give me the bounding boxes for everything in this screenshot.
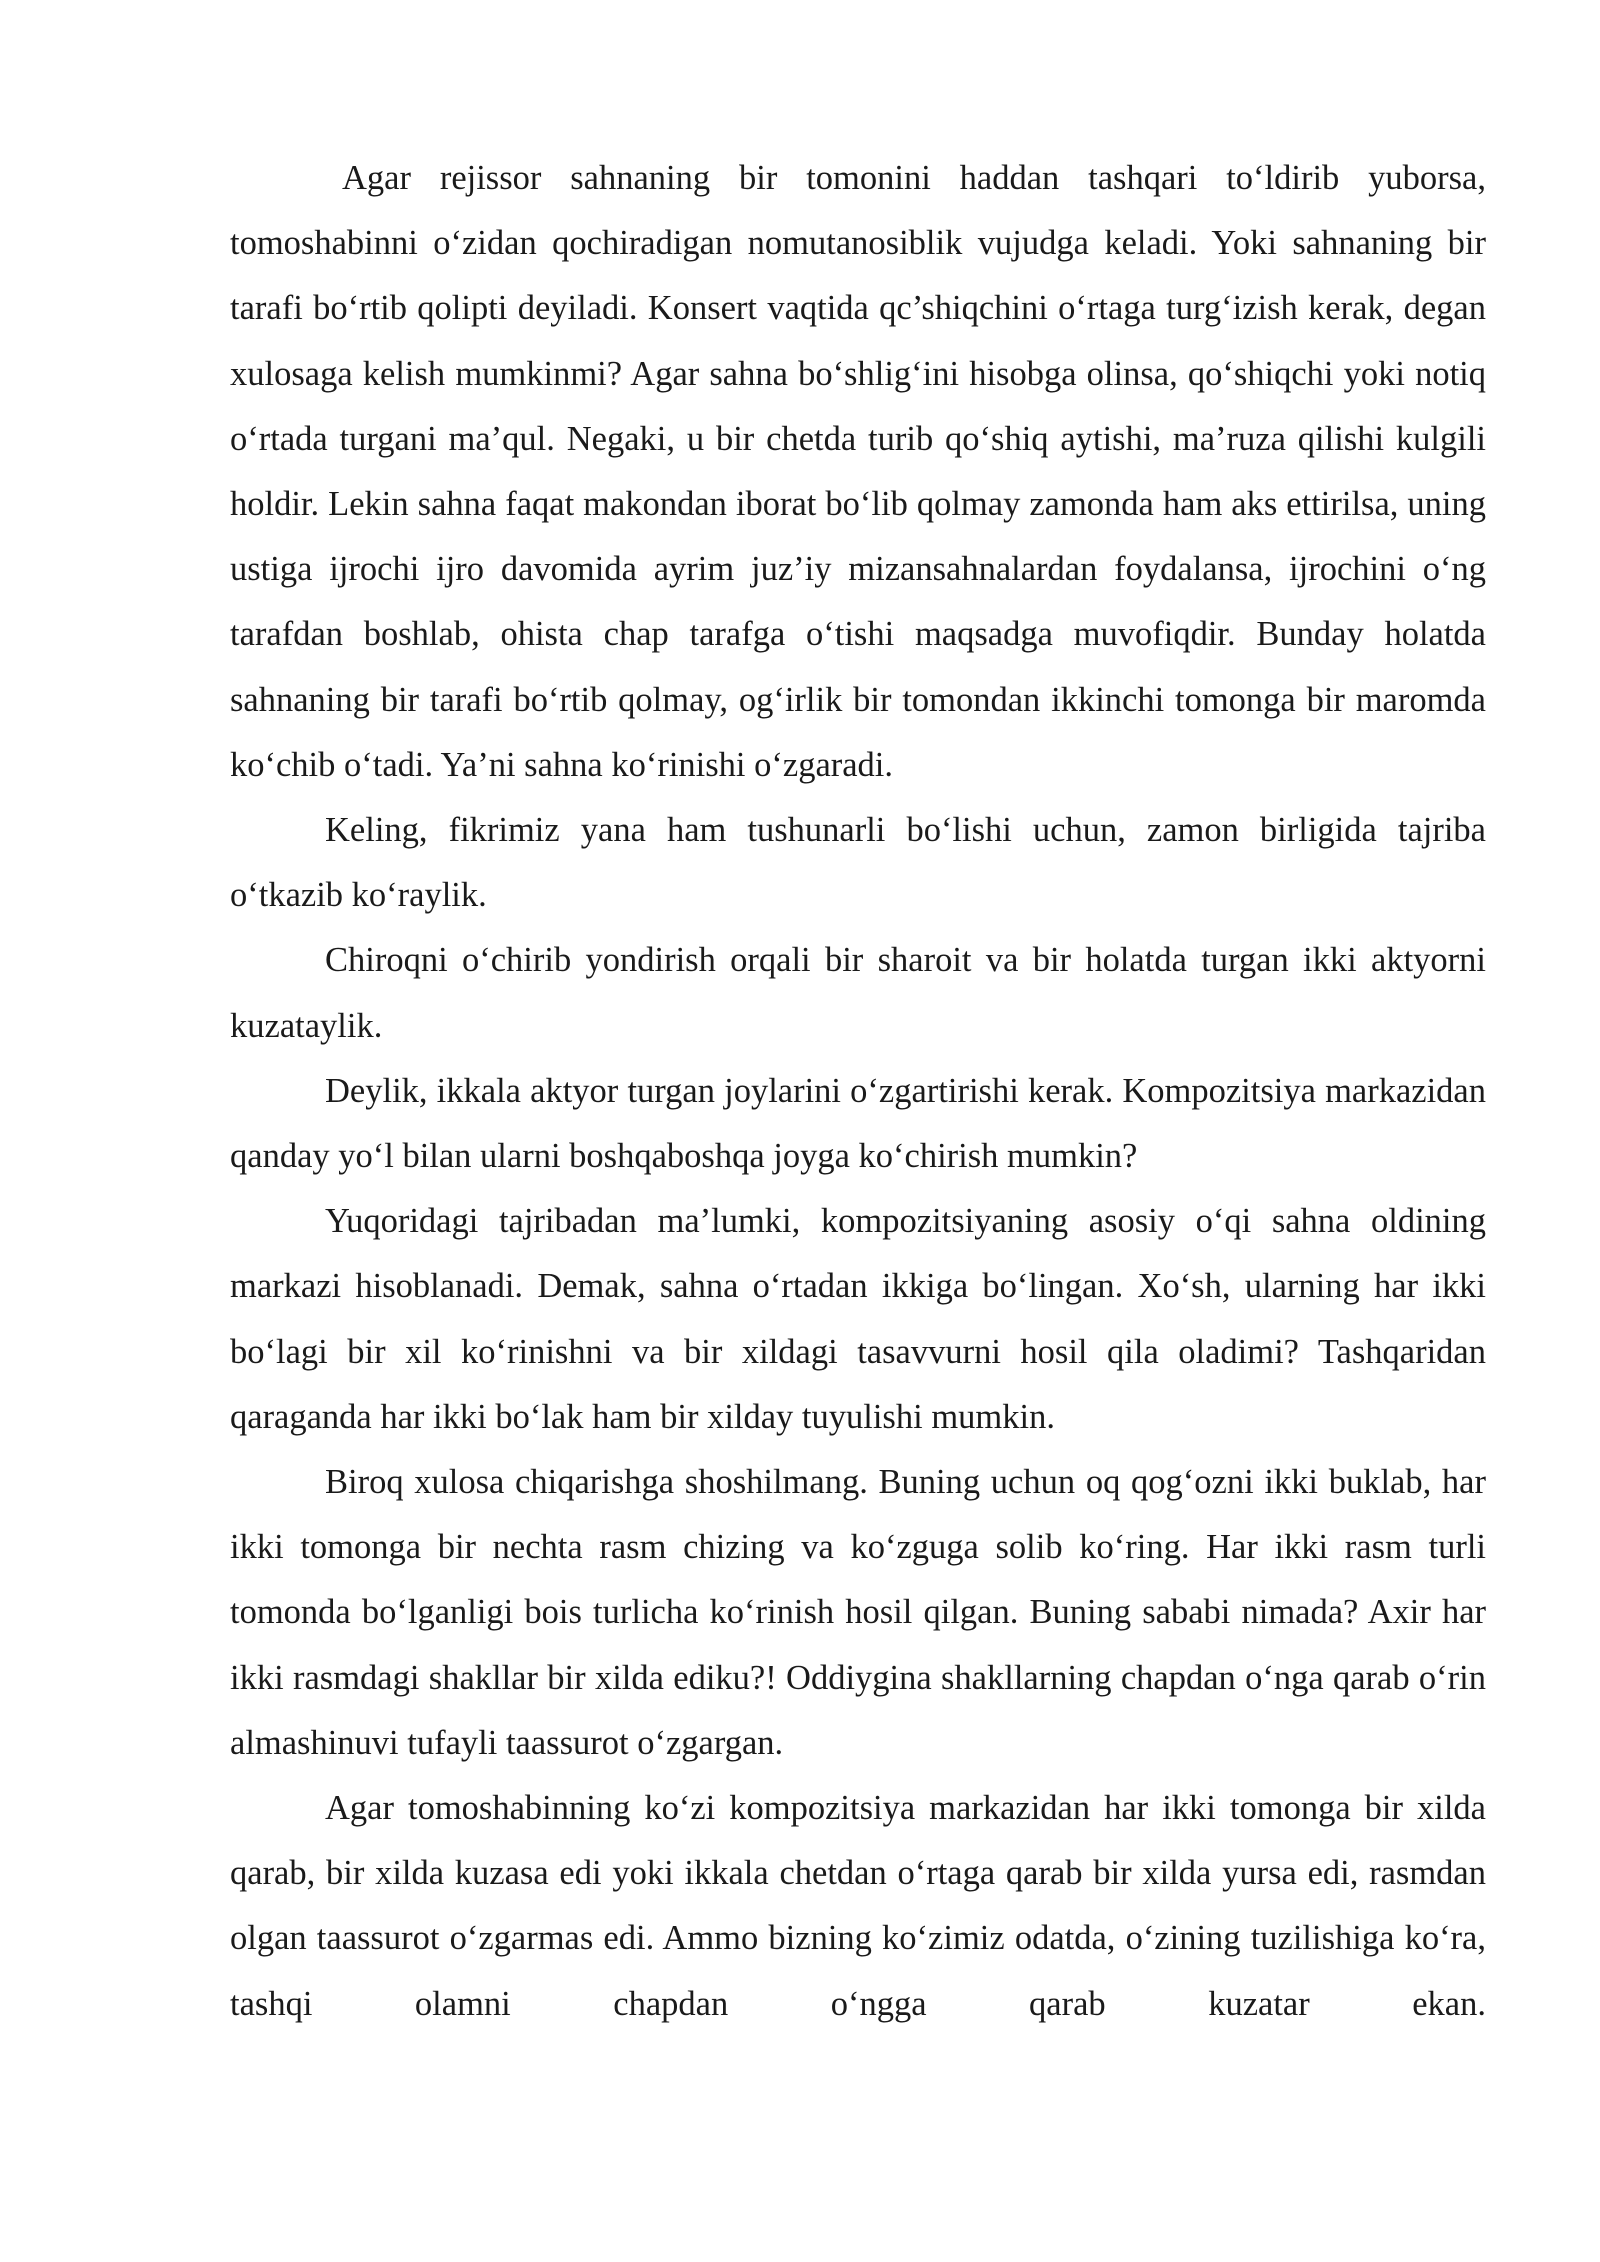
paragraph-3: Chiroqni o‘chirib yondirish orqali bir sharoit va bir holatda turgan ikki aktyorni kuzataylik. (230, 941, 1486, 1045)
paragraph-4: Deylik, ikkala aktyor turgan joylarini o‘zgartirishi kerak. Kompozitsiya markazidan qanday yo‘l bilan ularni boshqaboshqa joyga ko‘chirish mumkin? (230, 1071, 1486, 1176)
paragraph-7: Agar tomoshabinning ko‘zi kompozitsiya markazidan har ikki tomonga bir xilda qarab, bir xilda kuzasa edi yoki ikkala chetdan o‘rtaga qarab bir xilda yursa edi, rasmdan olgan taassurot o‘zgarmas edi. Ammo bizning ko‘zimiz odatda, o‘zining tuzilishiga ko‘ra, tashqi olamni chapdan o‘ngga qarab kuzatar ekan. (230, 1789, 1486, 2023)
paragraph-2: Keling, fikrimiz yana ham tushunarli bo‘lishi uchun, zamon birligida tajriba o‘tkazib ko‘raylik. (230, 811, 1486, 915)
document-page (230, 146, 1486, 2037)
paragraph-6: Biroq xulosa chiqarishga shoshilmang. Buning uchun oq qog‘ozni ikki buklab, har ikki tomonga bir nechta rasm chizing va ko‘zguga solib ko‘ring. Har ikki rasm turli tomonda bo‘lganligi bois turlicha ko‘rinish hosil qilgan. Buning sababi nimada? Axir har ikki rasmdagi shakllar bir xilda ediku?! Oddiygina shakllarning chapdan o‘nga qarab o‘rin almashinuvi tufayli taassurot o‘zgargan. (230, 1463, 1486, 1762)
paragraph-5: Yuqoridagi tajribadan ma’lumki, kompozitsiyaning asosiy o‘qi sahna oldining markazi hisoblanadi. Demak, sahna o‘rtadan ikkiga bo‘lingan. Xo‘sh, ularning har ikki bo‘lagi bir xil ko‘rinishni va bir xildagi tasavvurni hosil qila oladimi? Tashqaridan qaraganda har ikki bo‘lak ham bir xilday tuyulishi mumkin. (230, 1202, 1486, 1436)
paragraph-1: Agar rejissor sahnaning bir tomonini haddan tashqari to‘ldirib yuborsa, tomoshabinni o‘zidan qochiradigan nomutanosiblik vujudga keladi. Yoki sahnaning bir tarafi bo‘rtib qolipti deyiladi. Konsert vaqtida qc’shiqchini o‘rtaga turg‘izish kerak, degan xulosaga kelish mumkinmi? Agar sahna bo‘shlig‘ini hisobga olinsa, qo‘shiqchi yoki notiq o‘rtada turgani ma’qul. Negaki, u bir chetda turib qo‘shiq aytishi, ma’ruza qilishi kulgili holdir. Lekin sahna faqat makondan iborat bo‘lib qolmay zamonda ham aks ettirilsa, uning ustiga ijrochi ijro davomida ayrim juz’iy mizansahnalardan foydalansa, ijrochini o‘ng tarafdan boshlab, ohista chap tarafga o‘tishi maqsadga muvofiqdir. Bunday holatda sahnaning bir tarafi bo‘rtib qolmay, og‘irlik bir tomondan ikkinchi tomonga bir maromda ko‘chib o‘tadi. Ya’ni sahna ko‘rinishi o‘zgaradi. (230, 159, 1486, 784)
